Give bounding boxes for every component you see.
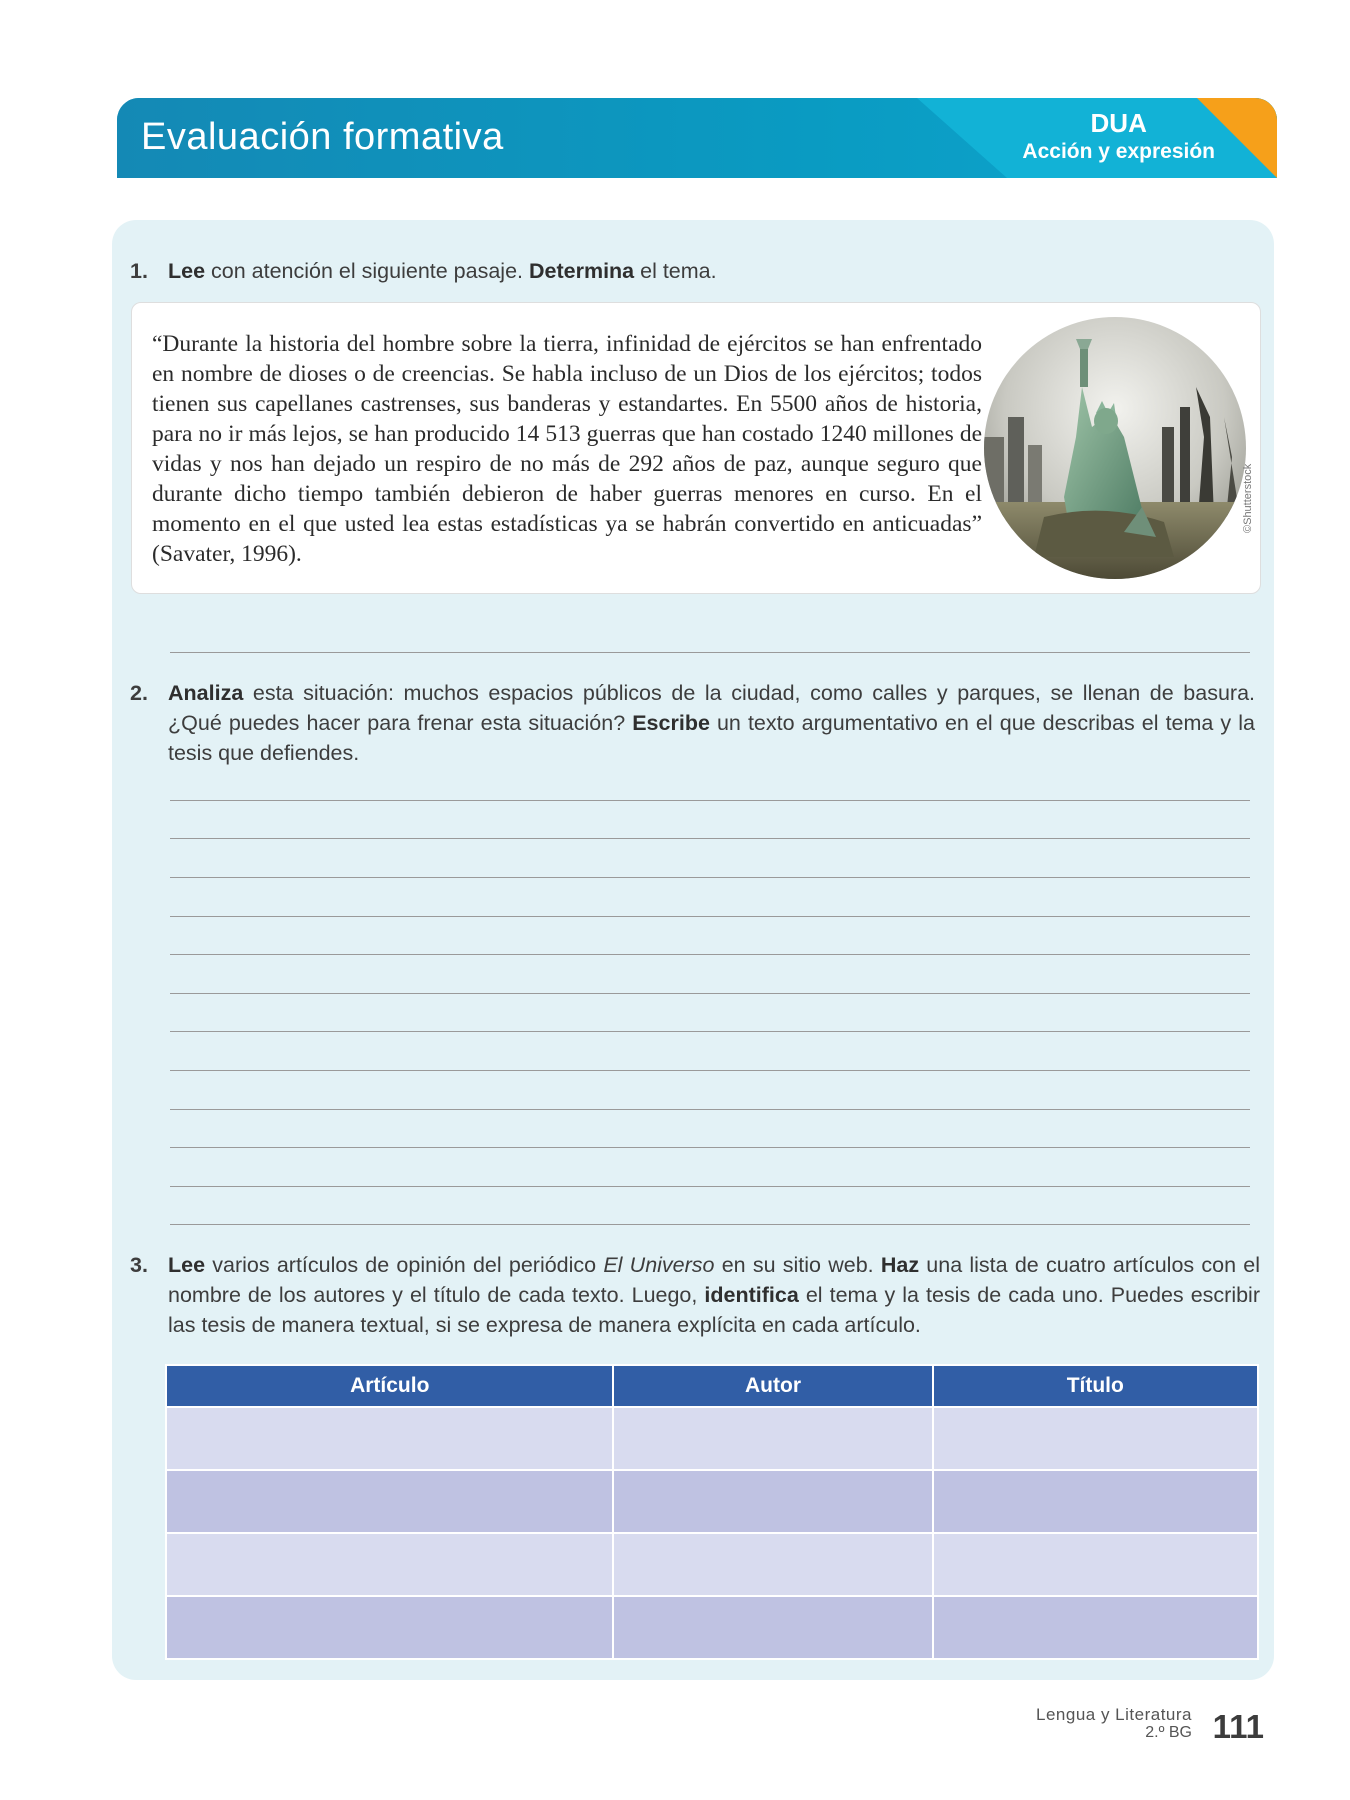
question-text xyxy=(168,1250,1260,1340)
page-footer xyxy=(1036,1705,1264,1745)
table-cell[interactable] xyxy=(933,1407,1258,1470)
table-cell[interactable] xyxy=(166,1533,613,1596)
answer-line[interactable] xyxy=(170,916,1250,917)
text-fragment: un texto argumentativo en el que describas el tema y la tesis que defiendes. xyxy=(168,711,1255,765)
answer-line[interactable] xyxy=(170,1224,1250,1225)
section-title: Evaluación formativa xyxy=(141,116,504,158)
table-row xyxy=(166,1470,1258,1533)
ruins-illustration xyxy=(984,317,1246,579)
section-banner xyxy=(117,98,1277,178)
answer-line[interactable] xyxy=(170,1186,1250,1187)
question-number: 2. xyxy=(130,681,148,705)
instruction-verb: Determina xyxy=(528,259,635,283)
table-header-row xyxy=(166,1365,1258,1407)
question-text xyxy=(168,678,1255,768)
statue-of-liberty-ruins-image xyxy=(984,317,1246,579)
text-fragment: el tema. xyxy=(634,259,717,283)
text-fragment: una lista de cuatro artículos con el nombre de los autores y el título de cada texto. Luego, xyxy=(168,1253,1260,1307)
question-number: 3. xyxy=(130,1253,148,1277)
instruction-verb: Haz xyxy=(880,1253,920,1277)
answer-line[interactable] xyxy=(170,954,1250,955)
table-row xyxy=(166,1407,1258,1470)
column-header-articulo: Artículo xyxy=(166,1365,613,1407)
table-cell[interactable] xyxy=(613,1596,932,1659)
answer-line[interactable] xyxy=(170,800,1250,801)
text-fragment: varios artículos de opinión del periódico xyxy=(205,1253,604,1277)
table-row xyxy=(166,1533,1258,1596)
answer-line[interactable] xyxy=(170,993,1250,994)
answer-line[interactable] xyxy=(170,1109,1250,1110)
instruction-verb: Escribe xyxy=(632,711,710,735)
text-fragment: esta situación: muchos espacios públicos de la ciudad, como calles y parques, se llenan de basura. ¿Qué puedes hacer para frenar esta situación? xyxy=(168,681,1255,735)
answer-line[interactable] xyxy=(170,1031,1250,1032)
text-fragment: el tema y la tesis de cada uno. Puedes escribir las tesis de manera textual, si se expresa de manera explícita en cada artículo. xyxy=(168,1283,1260,1337)
table-cell[interactable] xyxy=(166,1596,613,1659)
question-number: 1. xyxy=(130,259,148,283)
question-3 xyxy=(130,1250,1260,1340)
quote-box xyxy=(131,302,1261,594)
text-fragment: con atención el siguiente pasaje. xyxy=(205,259,529,283)
quote-text: “Durante la historia del hombre sobre la tierra, infinidad de ejércitos se han enfrentado en nombre de dioses o de creencias. Se habla incluso de un Dios de los ejércitos; todos tienen sus capellanes castrenses, sus banderas y estandartes. En 5500 años de historia, para no ir más lejos, se han producido 14 513 guerras que han costado 1240 millones de vidas y nos han dejado un respiro de no más de 292 años de paz, aunque seguro que durante dicho tiempo también debieron de haber guerras menores en curso. En el momento en el que usted lea estas estadísticas ya se habrán convertido en anticuadas” (Savater, 1996). xyxy=(152,331,982,567)
question-text xyxy=(168,256,1260,286)
answer-line[interactable] xyxy=(170,877,1250,878)
newspaper-name: El Universo xyxy=(603,1253,715,1277)
articles-table xyxy=(165,1364,1259,1660)
table-row xyxy=(166,1596,1258,1659)
table-cell[interactable] xyxy=(166,1407,613,1470)
instruction-verb: identifica xyxy=(704,1283,799,1307)
table-cell[interactable] xyxy=(613,1533,932,1596)
table-cell[interactable] xyxy=(933,1533,1258,1596)
page-number: 111 xyxy=(1212,1708,1264,1745)
table-cell[interactable] xyxy=(933,1470,1258,1533)
table-cell[interactable] xyxy=(613,1470,932,1533)
photo-credit: ©Shutterstock xyxy=(1242,463,1254,533)
grade-level: 2.º BG xyxy=(1145,1724,1192,1741)
dua-subtitle: Acción y expresión xyxy=(1022,140,1215,163)
answer-line[interactable] xyxy=(170,838,1250,839)
instruction-verb: Analiza xyxy=(168,681,244,705)
subject-name: Lengua y Literatura xyxy=(1036,1705,1192,1724)
question-1 xyxy=(130,256,1260,286)
text-fragment: en su sitio web. xyxy=(714,1253,881,1277)
column-header-autor: Autor xyxy=(613,1365,932,1407)
instruction-verb: Lee xyxy=(168,1253,206,1277)
question-2 xyxy=(130,678,1255,768)
answer-line[interactable] xyxy=(170,652,1250,653)
answer-line[interactable] xyxy=(170,1147,1250,1148)
table-cell[interactable] xyxy=(933,1596,1258,1659)
column-header-titulo: Título xyxy=(933,1365,1258,1407)
table-cell[interactable] xyxy=(166,1470,613,1533)
table-cell[interactable] xyxy=(613,1407,932,1470)
answer-line[interactable] xyxy=(170,1070,1250,1071)
dua-label: DUA xyxy=(1090,108,1147,138)
instruction-verb: Lee xyxy=(168,259,206,283)
dua-badge xyxy=(1022,108,1215,166)
